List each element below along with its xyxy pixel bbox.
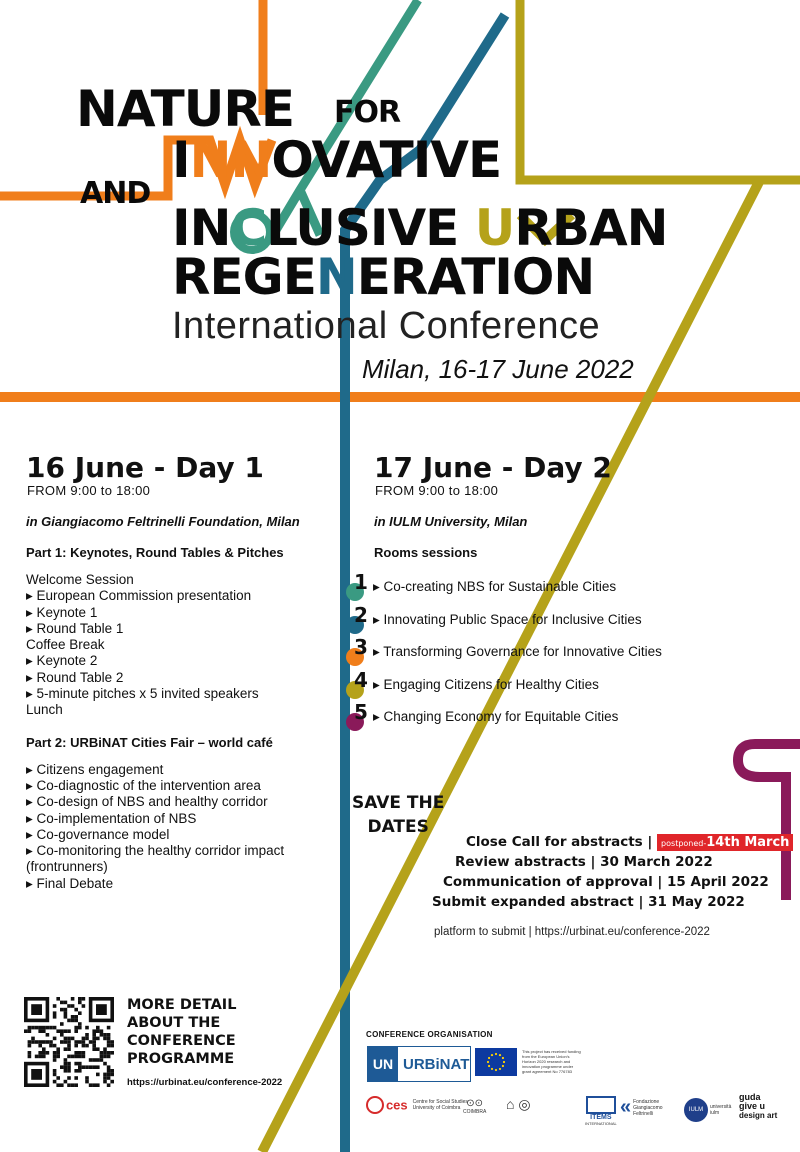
part2-agenda — [26, 762, 346, 892]
title-inclusive-urban: INCLUSIVE URBAN — [172, 199, 668, 257]
agenda-item: ▸ Co-design of NBS and healthy corridor — [26, 794, 268, 810]
agenda-item: ▸ 5-minute pitches x 5 invited speakers — [26, 686, 259, 702]
unesco-logo-icon: ⌂ ◎ — [506, 1096, 531, 1112]
organisation-title: CONFERENCE ORGANISATION — [366, 1030, 493, 1039]
eu-flag-icon — [475, 1048, 517, 1076]
deadline-submit: Submit expanded abstract | 31 May 2022 — [432, 894, 745, 910]
agenda-item: ▸ Round Table 2 — [26, 669, 124, 685]
day1-title: 16 June - Day 1 — [26, 451, 264, 484]
day1-venue: in Giangiacomo Feltrinelli Foundation, Milan — [26, 514, 300, 529]
agenda-item: ▸ Keynote 1 — [26, 604, 98, 620]
guda-logo: guda give u design art — [739, 1092, 778, 1120]
day1-time: FROM 9:00 to 18:00 — [27, 483, 151, 498]
seal-icon: ⊙⊙ — [466, 1098, 484, 1109]
part2-title: Part 2: URBiNAT Cities Fair – world café — [26, 734, 273, 750]
agenda-item: ▸ Co-monitoring the healthy corridor impact — [26, 843, 285, 859]
day2-time: FROM 9:00 to 18:00 — [375, 483, 499, 498]
title-nature: NATURE — [76, 80, 295, 138]
ces-mark-icon — [366, 1096, 384, 1114]
iulm-logo: IULM università iulm — [684, 1098, 732, 1122]
platform-link[interactable]: platform to submit | https://urbinat.eu/conference-2022 — [434, 926, 710, 938]
agenda-item: Lunch — [26, 702, 63, 718]
agenda-item: ▸ European Commission presentation — [26, 588, 252, 604]
poster: NATURE FOR AND INNOVATIVE INCLUSIVE URBAN REGENERATION International Conference Milan, 16-17 June 2022 16 June - Day 1 FROM 9:00 to 18:00 in Giangiacomo Feltrinelli Foundation, Milan Part 1: Keynotes, Round Tables & Pitches Welcome Session ▸ European Commission presentation ▸ Keynote 1 ▸ Round Table 1 Coffee Break ▸ Keynote 2 ▸ Round Table 2 ▸ 5-minute pitches x 5 invited speakers Lunch Part 2: URBiNAT Cities Fair – world café ▸ Citizens engagement ▸ Co-diagnostic of the intervention area ▸ Co-design of NBS and healthy corridor ▸ Co-implementation of NBS ▸ Co-governance model ▸ Co-monitoring the healthy corridor impact (frontrunners) ▸ Final Debate 17 June - Day 2 FROM 9:00 to 18:00 in IULM University, Milan Rooms sessions 1 ▸ Co-creating NBS for Sustainable Cities 2 ▸ Innovating Public Space for Inclusive Cities 3 ▸ Transforming Governance for Innovative Cities 4 ▸ Engaging Citizens for Healthy Cities 5 ▸ Changing Economy for Equitable Cities SAVE THE DATES Close Call for abstracts | postponed-14th March Review abstracts | 30 March 2022 Communication of approval | 15 April 2022 Submit expanded abstract | 31 May 2022 platform to submit | https://urbinat.eu/conference-2022 MORE DETAIL ABOUT THE CONFERENCE PROGRAMME https://urbinat.eu/conference-2022 CONFERENCE ORGANISATION UN URBiNAT This project has received funding from the European Union's Horizon 2020 research and innovation programme under grant agreement No 776783 ces Centre for Social Studies University of Coimbra ⊙⊙ COIMBRA ⌂ ◎ ITEMS INTERNATIONAL « Fondazione Giangiacomo Feltrinelli IULM università iulm guda give u design art — [0, 0, 800, 1152]
conference-date: Milan, 16-17 June 2022 — [362, 354, 634, 384]
agenda-item: Welcome Session — [26, 572, 134, 587]
day2-column — [374, 452, 794, 572]
part1-agenda — [26, 572, 346, 719]
programme-link[interactable]: https://urbinat.eu/conference-2022 — [127, 1077, 283, 1088]
postponed-badge: postponed-14th March — [657, 834, 793, 851]
agenda-item: ▸ Round Table 1 — [26, 620, 124, 636]
title-innovative: INNOVATIVE — [172, 131, 502, 189]
rooms-title: Rooms sessions — [374, 545, 478, 560]
qr-code-icon[interactable] — [24, 997, 114, 1087]
agenda-item: ▸ Citizens engagement — [26, 761, 164, 777]
part1-title: Part 1: Keynotes, Round Tables & Pitches — [26, 545, 284, 560]
eu-funding-text: This project has received funding from the European Union's Horizon 2020 research and innovation programme under grant agreement No 776783 — [522, 1049, 581, 1074]
deadline-close-call: Close Call for abstracts | postponed-14th March — [466, 834, 793, 850]
agenda-item: ▸ Co-governance model — [26, 826, 170, 842]
agenda-item: Coffee Break — [26, 637, 105, 653]
day2-venue: in IULM University, Milan — [374, 514, 528, 529]
olive-top-line — [520, 0, 800, 180]
items-logo: ITEMS INTERNATIONAL — [585, 1096, 617, 1126]
coimbra-logo: ⊙⊙ COIMBRA — [463, 1098, 487, 1115]
agenda-item: ▸ Keynote 2 — [26, 653, 98, 669]
title-and: AND — [80, 176, 151, 211]
deadline-review: Review abstracts | 30 March 2022 — [455, 854, 713, 870]
day1-column — [26, 452, 346, 892]
title-regeneration: REGENERATION — [172, 248, 595, 306]
items-mark-icon — [586, 1096, 616, 1114]
agenda-item: ▸ Final Debate — [26, 875, 114, 891]
more-details-heading: MORE DETAIL ABOUT THE CONFERENCE PROGRAMME — [127, 997, 237, 1067]
agenda-item: ▸ Co-implementation of NBS — [26, 810, 197, 826]
save-the-dates-title: SAVE THE DATES — [352, 793, 445, 837]
title-for: FOR — [334, 95, 401, 130]
agenda-item: (frontrunners) — [26, 859, 108, 875]
day2-title: 17 June - Day 2 — [374, 451, 612, 484]
ces-logo: ces Centre for Social Studies University of Coimbra — [366, 1096, 468, 1114]
agenda-item: ▸ Co-diagnostic of the intervention area — [26, 777, 261, 793]
feltrinelli-logo: « Fondazione Giangiacomo Feltrinelli — [620, 1096, 663, 1118]
subtitle: International Conference — [172, 305, 601, 347]
urbinat-logo: UN URBiNAT — [367, 1046, 471, 1082]
feltrinelli-mark-icon: « — [620, 1096, 632, 1118]
deadline-communication: Communication of approval | 15 April 2022 — [443, 874, 769, 890]
